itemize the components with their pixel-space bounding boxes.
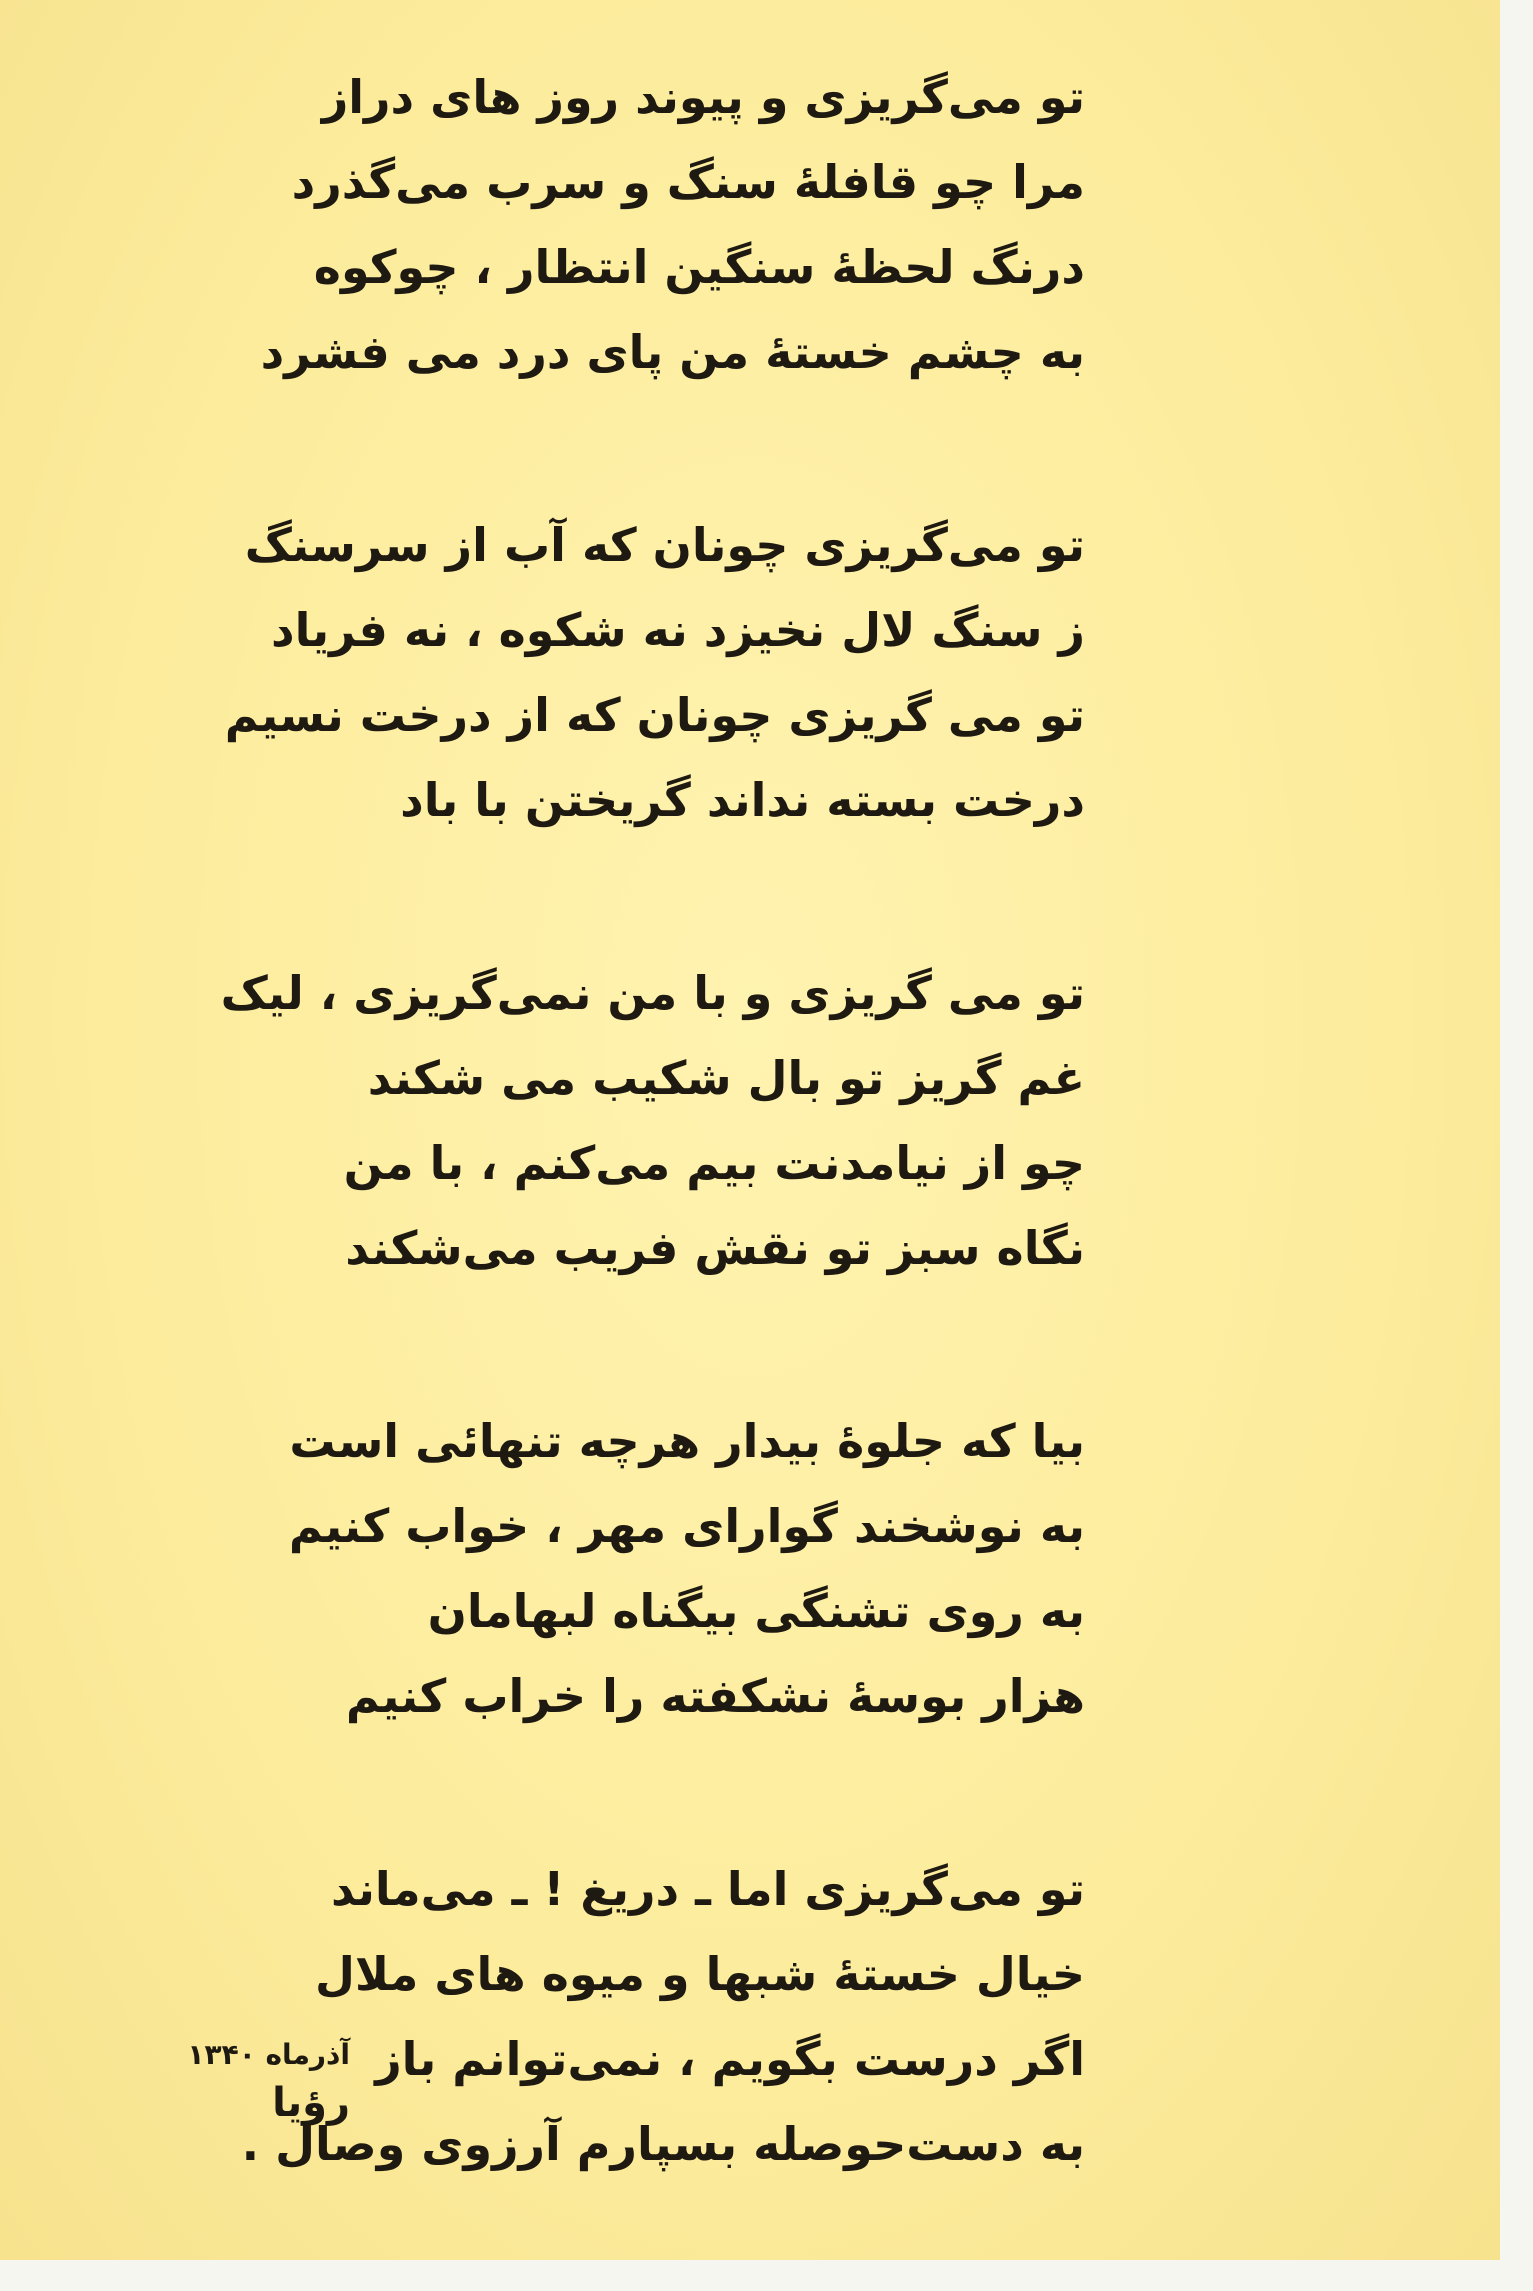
stanza-2: [224, 503, 1085, 843]
poem-line: بیا که جلوهٔ بیدار هرچه تنهائی است: [289, 1414, 1085, 1468]
poem-line: به نوشخند گوارای مهر ، خواب کنیم: [288, 1499, 1085, 1553]
scan-margin-right: [1500, 0, 1533, 2291]
poem-line: به دست‌حوصله بسپارم آرزوی وصال .: [241, 2117, 1085, 2171]
stanza-3: [220, 951, 1085, 1291]
poem-line: اگر درست بگویم ، نمی‌توانم باز: [375, 2032, 1085, 2086]
poem-line: به چشم خستهٔ من پای درد می فشرد: [260, 325, 1085, 379]
signature-name: رؤیا: [272, 2080, 350, 2126]
poem-line: تو می‌گریزی و پیوند روز های دراز: [321, 70, 1085, 124]
poem-line: هزار بوسهٔ نشکفته را خراب کنیم: [345, 1669, 1085, 1723]
poem-line: مرا چو قافلهٔ سنگ و سرب می‌گذرد: [291, 155, 1085, 209]
poem-line: به روی تشنگی بیگناه لبهامان: [427, 1584, 1085, 1638]
signature-date: آذرماه ۱۳۴۰: [187, 2038, 350, 2071]
poem-line: تو می گریزی و با من نمی‌گریزی ، لیک: [220, 966, 1085, 1020]
poem-line: غم گریز تو بال شکیب می شکند: [367, 1051, 1085, 1105]
poem-line: تو می گریزی چونان که از درخت نسیم: [224, 688, 1085, 742]
poem-line: تو می‌گریزی چونان که آب از سرسنگ: [244, 518, 1085, 572]
poem-line: درنگ لحظهٔ سنگین انتظار ، چوکوه: [313, 240, 1085, 294]
signature-block: [180, 2035, 350, 2131]
stanza-1: [260, 55, 1085, 395]
poem-line: خیال خستهٔ شبها و میوه های ملال: [315, 1947, 1085, 2001]
poem-line: ز سنگ لال نخیزد نه شکوه ، نه فریاد: [271, 603, 1085, 657]
scan-margin-bottom: [0, 2260, 1533, 2291]
poem-line: چو از نیامدنت بیم می‌کنم ، با من: [343, 1136, 1085, 1190]
poem-line: درخت بسته نداند گریختن با باد: [400, 773, 1085, 827]
stanza-4: [288, 1399, 1085, 1739]
poem-line: نگاه سبز تو نقش فریب می‌شکند: [345, 1221, 1085, 1275]
poem-line: تو می‌گریزی اما ـ دریغ ! ـ می‌ماند: [331, 1862, 1085, 1916]
